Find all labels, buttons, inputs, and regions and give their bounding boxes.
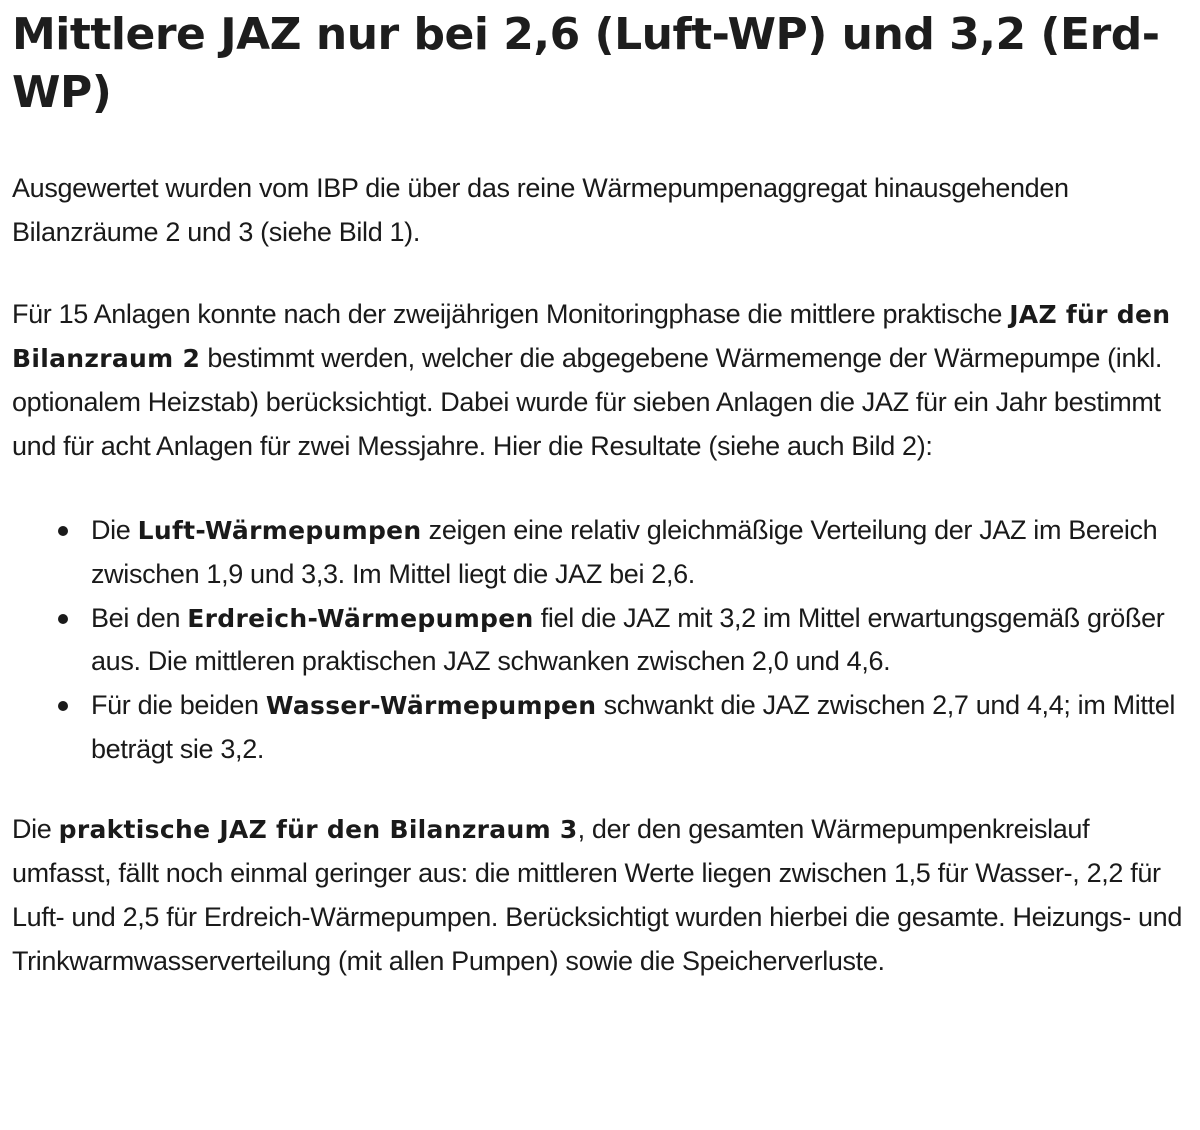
list-item-emphasis: Wasser-Wärmepumpen [265, 691, 597, 721]
list-item-text-start: Die [91, 515, 138, 546]
intro-paragraph: Ausgewertet wurden vom IBP die über das reine Wärmepumpenaggregat hinausgehenden Bilanzräume 2 und 3 (siehe Bild 1). [12, 173, 1069, 247]
bilanzraum3-emphasis: praktische JAZ für den Bilanzraum 3 [58, 815, 578, 845]
list-item-luft [12, 509, 1188, 596]
list-item-erdreich [12, 597, 1188, 684]
article [12, 0, 1188, 983]
list-item-text-end: fiel die JAZ mit 3,2 im Mittel erwartungsgemäß größer aus. Die mittleren praktischen JAZ schwanken zwischen 2,0 und 4,6. [91, 602, 1165, 677]
list-item-text-start: Für die beiden [91, 690, 266, 721]
results-emphasis: JAZ für den Bilanzraum 2 [12, 300, 1171, 374]
results-list [12, 509, 1188, 771]
bilanzraum3-text-end: , der den gesamten Wärmepumpenkreislauf umfasst, fällt noch einmal geringer aus: die mittleren Werte liegen zwischen 1,5 für Wasser-, 2,2 für Luft- und 2,5 für Erdreich-Wärmepumpen. Berücksichtigt wurden hierbei die gesamte. Heizungs- und Trinkwarmwasserverteilung (mit allen Pumpen) sowie die Speicherverluste. [12, 814, 1182, 976]
list-item-wasser [12, 684, 1188, 771]
list-item-text-start: Bei den [91, 602, 188, 633]
bullet-icon [58, 701, 68, 711]
results-text-end: bestimmt werden, welcher die abgegebene Wärmemenge der Wärmepumpe (inkl. optionalem Heizstab) berücksichtigt. Dabei wurde für sieben Anlagen die JAZ für ein Jahr bestimmt und für acht Anlagen für zwei Messjahre. Hier die Resultate (siehe auch Bild 2): [12, 343, 1163, 461]
bullet-icon [58, 526, 68, 536]
list-item-emphasis: Erdreich-Wärmepumpen [187, 603, 534, 633]
list-item-text-end: schwankt die JAZ zwischen 2,7 und 4,4; im Mittel beträgt sie 3,2. [91, 690, 1176, 764]
results-paragraph [12, 293, 1188, 468]
article-heading: Mittlere JAZ nur bei 2,6 (Luft-WP) und 3,2 (Erd-WP) [12, 9, 1160, 118]
list-item-text-end: zeigen eine relativ gleichmäßige Verteilung der JAZ im Bereich zwischen 1,9 und 3,3. Im Mittel liegt die JAZ bei 2,6. [91, 515, 1158, 589]
bilanzraum3-paragraph [12, 808, 1188, 983]
bullet-icon [58, 614, 68, 624]
bilanzraum3-text-start: Die [12, 814, 59, 845]
list-item-emphasis: Luft-Wärmepumpen [137, 516, 422, 546]
results-text-start: Für 15 Anlagen konnte nach der zweijährigen Monitoringphase die mittlere praktische [12, 299, 1010, 330]
